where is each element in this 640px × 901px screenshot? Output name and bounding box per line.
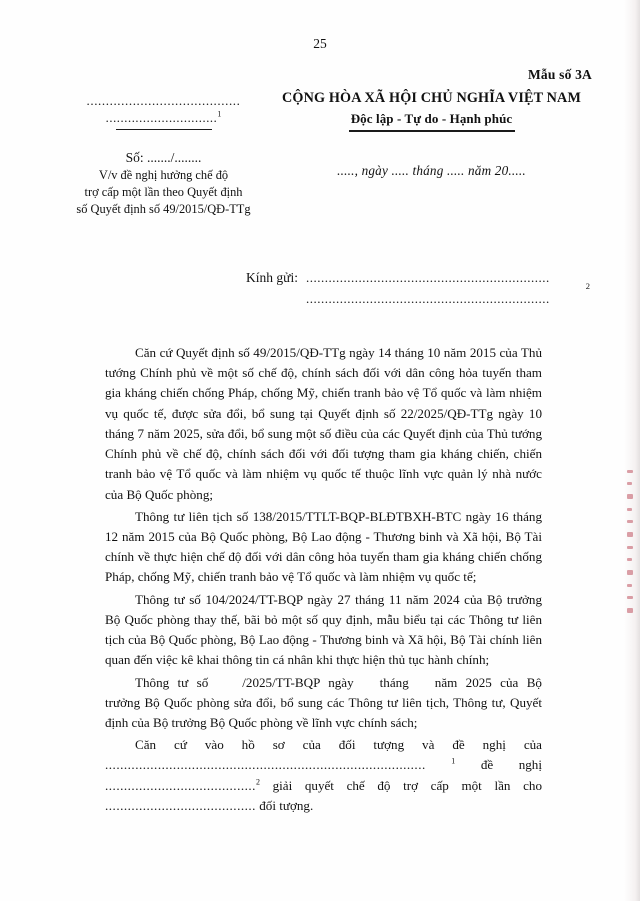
body-paragraph-4: [105, 673, 542, 734]
issuing-org-line-2: ..............................: [105, 111, 218, 126]
paragraph-5-middle-2: giải quyết chế độ trợ cấp một lần cho: [272, 777, 542, 793]
issuing-organization-block: [56, 90, 271, 218]
document-body: [105, 343, 542, 816]
paragraph-4-month: tháng: [379, 674, 409, 690]
paragraph-5-suffix: đối tượng.: [259, 797, 314, 813]
paragraph-5-middle: đề nghị: [480, 757, 542, 773]
national-header-block: [271, 90, 592, 179]
page-number: 25: [313, 36, 327, 51]
paragraph-5-dots-2: ............................................: [259, 757, 426, 773]
scan-edge-shading: [624, 0, 640, 901]
recipient-dots-line-2: .................................................................: [305, 291, 550, 306]
scan-artifact-marks: [627, 470, 633, 660]
subject-line-3: số Quyết định số 49/2015/QĐ-TTg: [76, 201, 251, 216]
document-number: Số: ......./........: [125, 150, 202, 166]
issuing-org-line-1: ........................................: [86, 93, 241, 108]
document-number-block: [56, 149, 271, 217]
paragraph-5-dots-4: ........................................: [105, 797, 256, 813]
recipient-label: Kính gửi:: [246, 270, 298, 285]
date-line: ....., ngày ..... tháng ..... năm 20.....: [337, 162, 526, 178]
body-paragraph-1: Căn cứ Quyết định số 49/2015/QĐ-TTg ngày 14 tháng 10 năm 2015 của Thủ tướng Chính phủ về một số chế độ, chính sách đối với dân công hỏa tuyến tham gia kháng chiến chống Pháp, chống Mỹ, chiến tranh bảo vệ Tổ quốc và làm nhiệm vụ quốc tế, được sửa đổi, bổ sung tại Quyết định số 22/2025/QĐ-TTg ngày 10 tháng 7 năm 2025, sửa đổi, bổ sung một số điều của các Quyết định của Thủ tướng Chính phủ về chế độ, chính sách đối với đối tượng tham gia kháng chiến, chiến tranh bảo vệ Tổ quốc và làm nhiệm vụ quốc tế thuộc lĩnh vực quản lý nhà nước của Bộ Quốc phòng;: [105, 345, 542, 502]
paragraph-4-circular-number: /2025/TT-BQP ngày: [242, 674, 354, 690]
form-code: Mẫu số 3A: [527, 67, 592, 82]
paragraph-5-dots-3: ........................................: [105, 777, 256, 793]
recipient-dots-line-1: .................................................................: [305, 270, 550, 285]
paragraph-4-rest: năm 2025 của Bộ trưởng Bộ Quốc phòng sửa đổi, bổ sung các Thông tư liên tịch, Thông tư, Quyết định của Bộ trưởng Bộ Quốc phòng về lĩnh vực chính sách;: [105, 674, 542, 730]
paragraph-5-footnote-2: 2: [255, 777, 260, 787]
national-title: CỘNG HÒA XÃ HỘI CHỦ NGHĨA VIỆT NAM: [282, 90, 581, 106]
issuing-org-footnote-marker: 1: [217, 109, 222, 119]
body-paragraph-5: [105, 735, 542, 816]
body-paragraph-2: Thông tư liên tịch số 138/2015/TTLT-BQP-BLĐTBXH-BTC ngày 16 tháng 12 năm 2015 của Bộ Quốc phòng, Bộ Lao động - Thương binh và Xã hội, Bộ Tài chính về thực hiện chế độ đối với dân công hỏa tuyến tham gia kháng chiến chống Pháp, chống Mỹ, chiến tranh bảo vệ Tổ quốc và làm nhiệm vụ quốc tế;: [105, 508, 542, 585]
subject-line-2: trợ cấp một lần theo Quyết định: [84, 185, 243, 200]
issuing-org-underline: [116, 129, 212, 131]
paragraph-5-prefix: Căn cứ vào hồ sơ của đối tượng và đề nghị của: [135, 737, 542, 753]
recipient-footnote-marker: 2: [585, 281, 590, 291]
document-header: [56, 90, 592, 218]
recipient-block: [56, 270, 592, 307]
paragraph-4-prefix: Thông tư số: [135, 674, 209, 690]
subject-line-1: V/v đề nghị hưởng chế độ: [98, 168, 229, 183]
paragraph-5-dots-1: .........................................: [105, 757, 260, 773]
motto-underline: [349, 130, 515, 132]
body-paragraph-3: Thông tư số 104/2024/TT-BQP ngày 27 tháng 11 năm 2024 của Bộ trưởng Bộ Quốc phòng thay thế, bãi bỏ một số quy định, mẫu biểu tại các Thông tư liên tịch của Bộ Quốc phòng, Bộ Lao động - Thương binh và Xã hội, Bộ Tài chính liên quan đến việc kê khai thông tin cá nhân khi thực hiện thủ tục hành chính;: [105, 591, 542, 668]
paragraph-5-footnote-1: 1: [451, 757, 456, 767]
national-motto: Độc lập - Tự do - Hạnh phúc: [350, 111, 513, 126]
recipient-fill-lines: [298, 270, 592, 307]
